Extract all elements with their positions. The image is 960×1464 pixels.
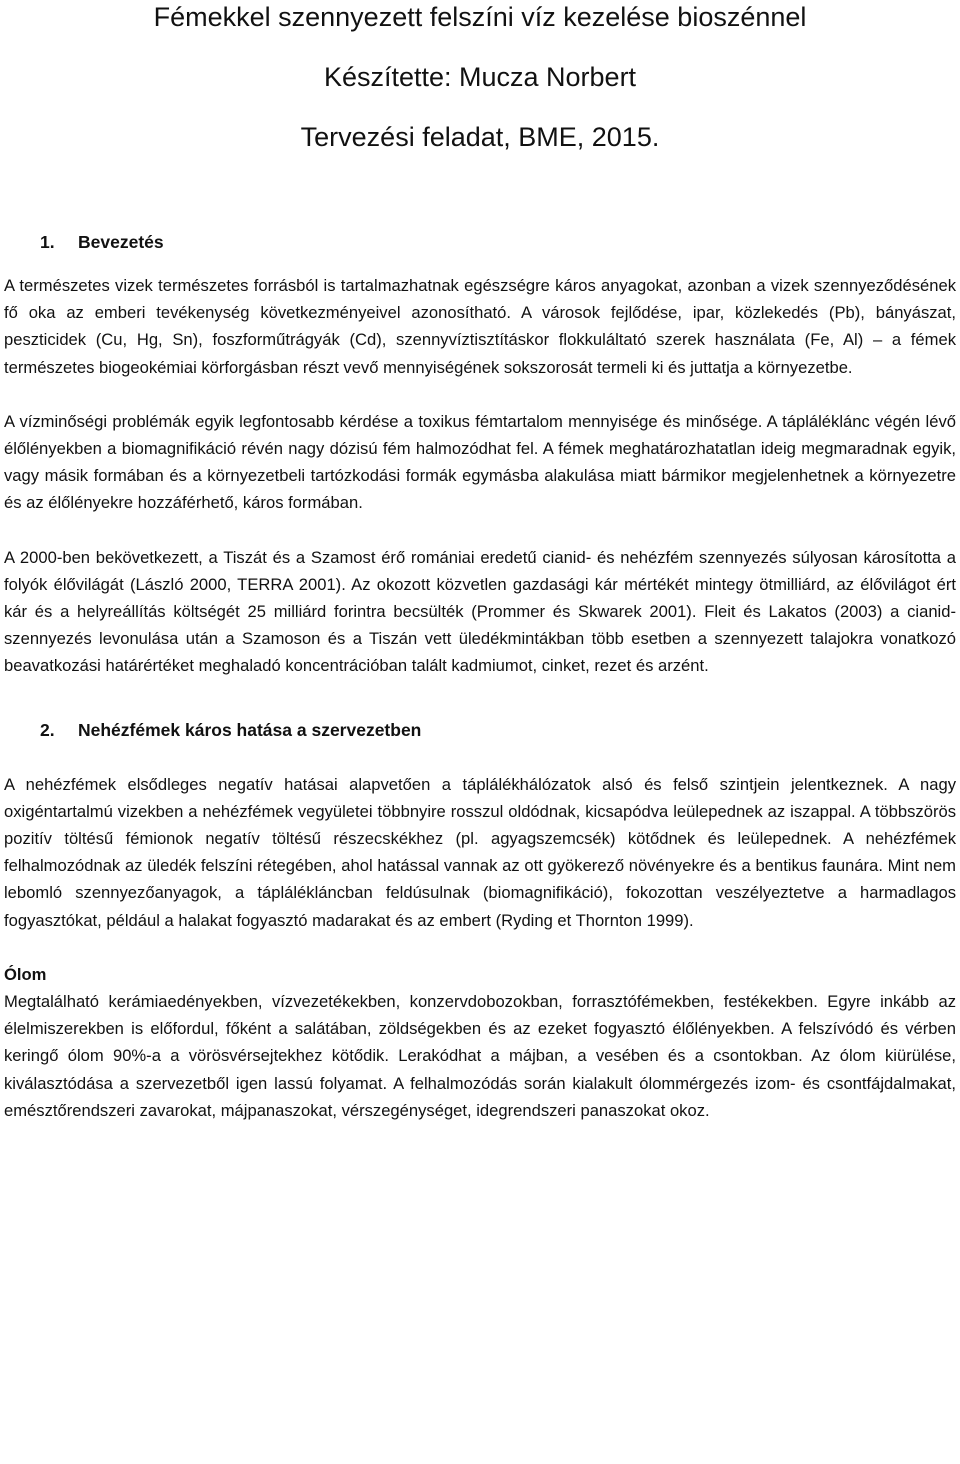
section-2-title: Nehézfémek káros hatása a szervezetben [78,719,422,740]
section-1-title: Bevezetés [78,232,164,252]
section-1-number: 1. [40,232,55,252]
section-2-number: 2. [40,719,55,740]
subsection-paragraph-olom: Megtalálható kerámiaedényekben, vízvezetékekben, konzervdobozokban, forrasztófémekben, festékekben. Egyre inkább az élelmiszerekben is előfordul, főként a salátában, zöldségekben és az ezeket fogyasztó élőlényekben. A felszívódó és vérben keringő ólom 90%-a a vörösvérsejtekhez kötődik. Lerakódhat a májban, a vesében és a csontokban. Az ólom kiürülése, kiválasztódása a szervezetből igen lassú folyamat. A felhalmozódás során kialakult ólommérgezés izom- és csontfájdalmakat, emésztőrendszeri zavarokat, májpanaszokat, vérszegénységet, idegrendszeri panaszokat okoz. [4,992,956,1120]
document-subtitle: Tervezési feladat, BME, 2015. [300,122,660,152]
section-1-heading [4,228,956,256]
document-author: Készítette: Mucza Norbert [323,62,637,92]
section-2-heading [4,716,956,744]
subsection-heading-olom: Ólom [4,964,47,984]
section-2-paragraph: A nehézfémek elsődleges negatív hatásai alapvetően a táplálékhálózatok alsó és felső szintjein jelentkeznek. A nagy oxigéntartalmú vizekben a nehézfémek vegyületei többnyire rosszul oldódnak, kicsapódva leülepednek az iszappal. A többszörös pozitív töltésű fémionok negatív töltésű részecskékhez (pl. agyagszemcsék) kötődnek és leülepednek. A nehézfémek felhalmozódnak az üledék felszíni rétegében, ahol hatással vannak az ott gyökerező növényekre és a bentikus faunára. Mint nem lebomló szennyezőanyagok, a táplálékláncban feldúsulnak (biomagnifikáció), fokozottan veszélyeztetve a harmadlagos fogyasztókat, például a halakat fogyasztó madarakat és az embert (Ryding et Thornton 1999). [4,774,956,930]
section-1-paragraph-3: A 2000-ben bekövetkezett, a Tiszát és a Szamost érő romániai eredetű cianid- és nehézfém szennyezés súlyosan károsította a folyók élővilágát (László 2000, TERRA 2001). Az okozott közvetlen gazdasági kár mértékét mintegy ötmilliárd, az élővilágot ért kár és a helyreállítás költségét 25 milliárd forintra becsülték (Prommer és Skwarek 2001). Fleit és Lakatos (2003) a cianid-szennyezés levonulása után a Szamoson és a Tiszán vett üledékmintákban több esetben a szennyezett talajokra vonatkozó beavatkozási határértéket meghaladó koncentrációban talált kadmiumot, cinket, rezet és arzént. [4,547,956,676]
title-block [4,0,956,154]
document-title: Fémekkel szennyezett felszíni víz kezelése bioszénnel [153,2,807,32]
section-1-paragraph-1: A természetes vizek természetes forrásból is tartalmazhatnak egészségre káros anyagokat, azonban a vizek szennyeződésének fő oka az emberi tevékenység következményeivel azonosítható. A városok fejlődése, ipar, közlekedés (Pb), bányászat, peszticidek (Cu, Hg, Sn), foszforműtrágyák (Cd), szennyvíztisztításkor flokkuláltató szerek használata (Fe, Al) – a fémek természetes biogeokémiai körforgásban részt vevő mennyiségének sokszorosát termeli ki és juttatja a környezetbe. [4,276,956,377]
section-1-paragraph-2: A vízminőségi problémák egyik legfontosabb kérdése a toxikus fémtartalom mennyisége és minősége. A tápláléklánc végén lévő élőlényekben a biomagnifikáció révén nagy dózisú fém halmozódhat fel. A fémek meghatározhatatlan ideig megmaradnak egyik, vagy másik formában és a környezetbeli tartózkodási formák egymásba alakulása miatt bármikor megjelenhetnek a környezetre és az élőlényekre hozzáférhető, káros formában. [4,411,956,513]
